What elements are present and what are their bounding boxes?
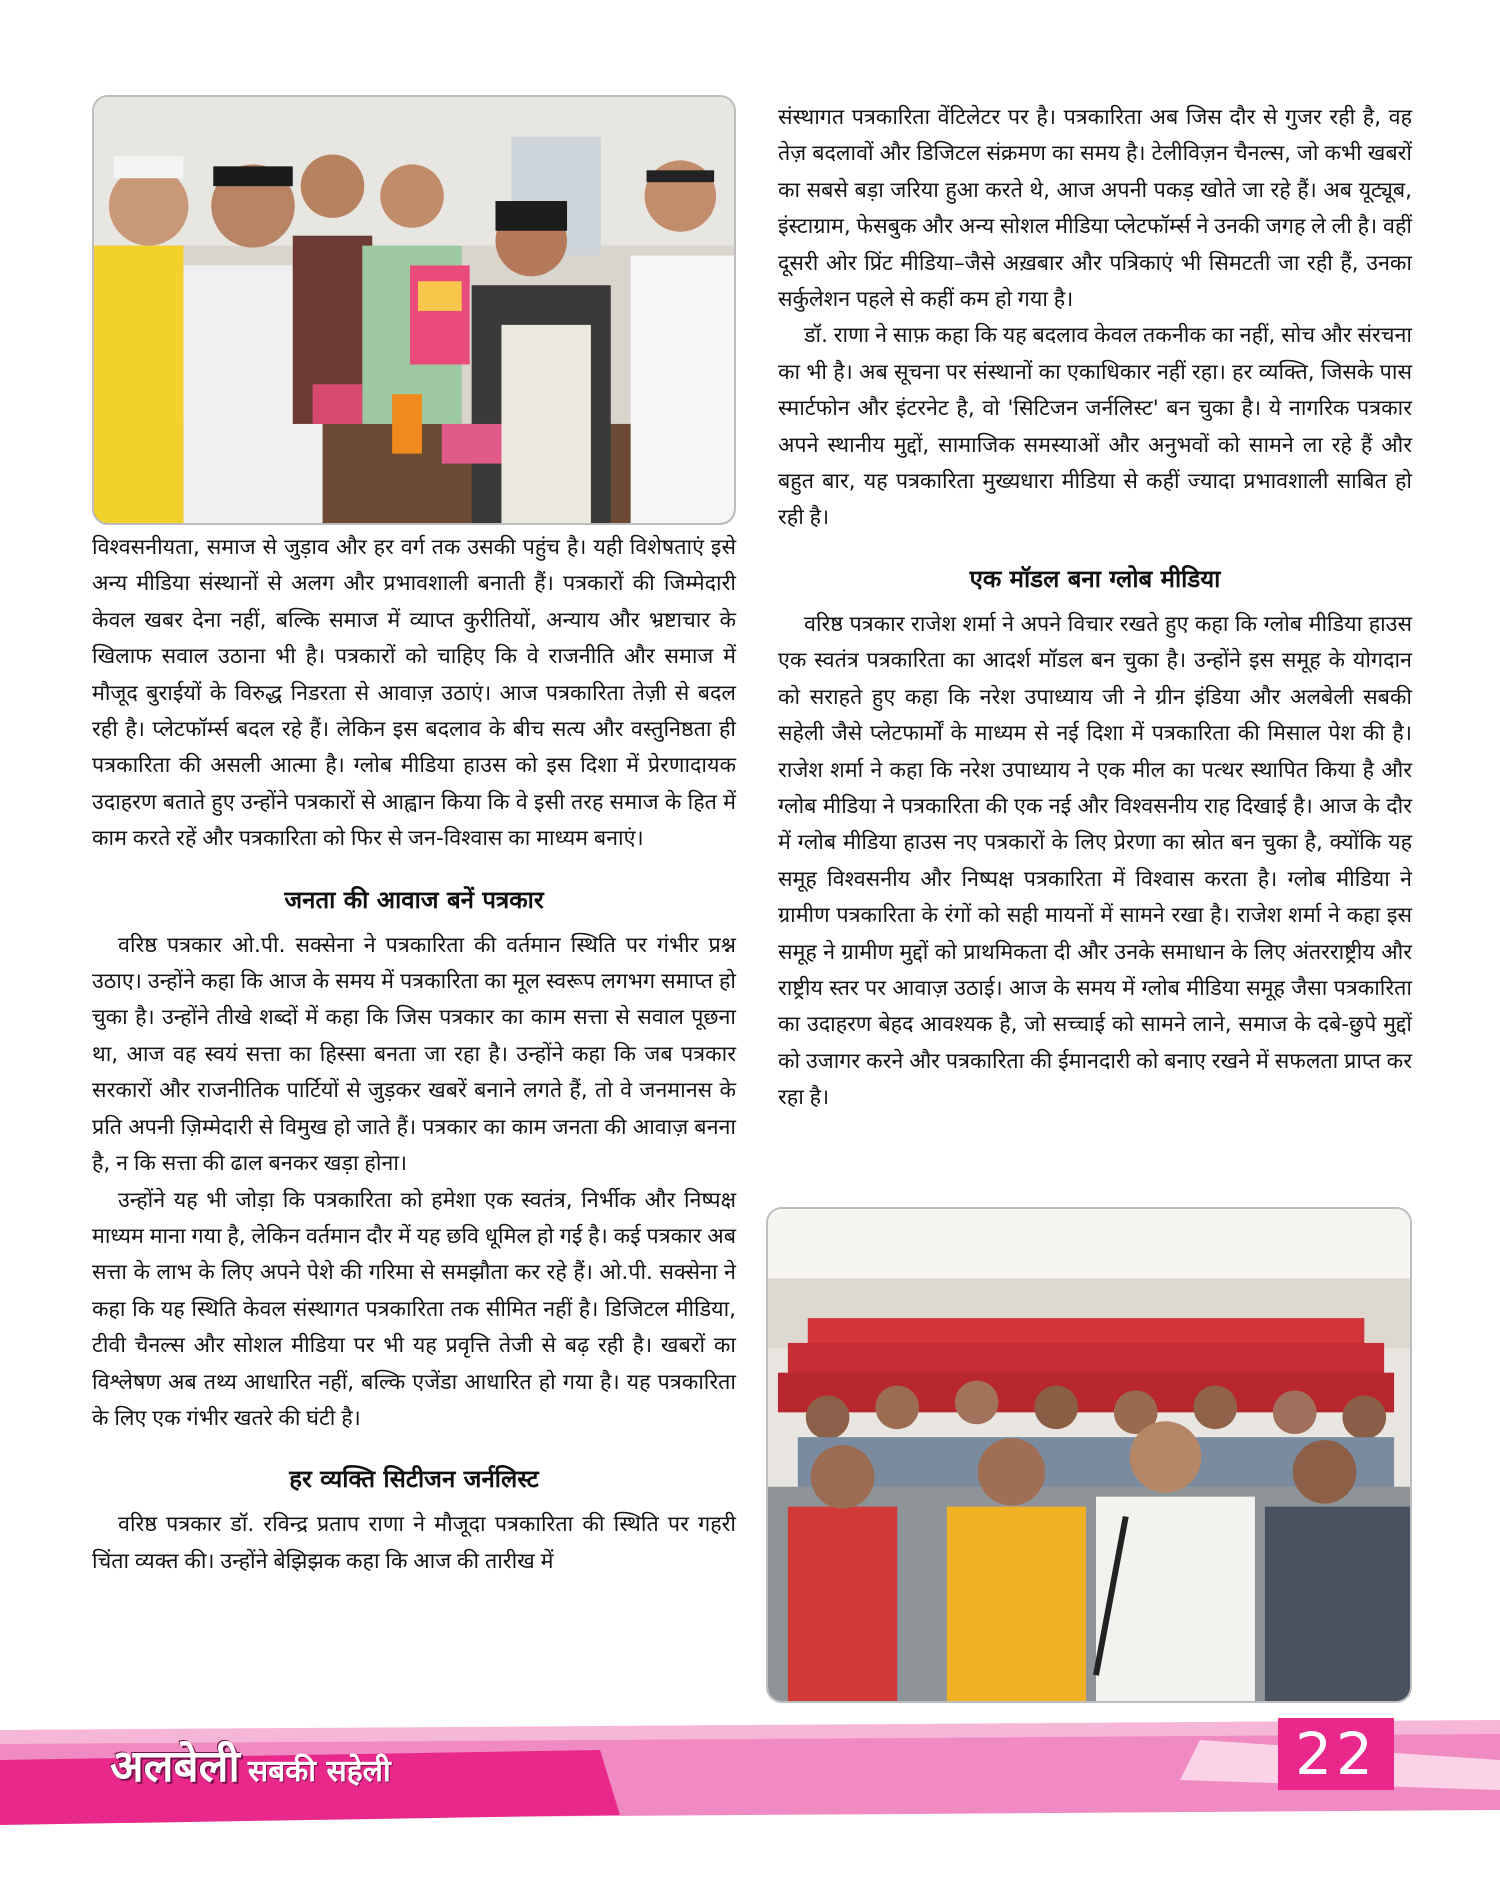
heading-people-voice: जनता की आवाज बनें पत्रकार <box>284 885 544 914</box>
page-number: 22 <box>1278 1718 1394 1790</box>
audience-hall-image <box>768 1209 1410 1701</box>
section1-paragraph-2: उन्होंने यह भी जोड़ा कि पत्रकारिता को हमेशा एक स्वतंत्र, निर्भीक और निष्पक्ष माध्यम माना गया है, लेकिन वर्तमान दौर में यह छवि धूमिल हो गई है। कई पत्रकार अब सत्ता के लाभ के लिए अपने पेशे की गरिमा से समझौता कर रहे हैं। ओ.पी. सक्सेना ने कहा कि यह स्थिति केवल संस्थागत पत्रकारिता तक सीमित नहीं है। डिजिटल मीडिया, टीवी चैनल्स और सोशल मीडिया पर भी यह प्रवृत्ति तेजी से बढ़ रही है। खबरों का विश्लेषण अब तथ्य आधारित नहीं, बल्कि एजेंडा आधारित हो गया है। यह पत्रकारिता के लिए एक गंभीर खतरे की घंटी है। <box>92 1187 736 1431</box>
right-column <box>778 100 1412 1117</box>
audience-hall-photo <box>766 1207 1412 1703</box>
heading-citizen-journalist: हर व्यक्ति सिटीजन जर्नलिस्ट <box>289 1465 539 1494</box>
intro-paragraph: विश्वसनीयता, समाज से जुड़ाव और हर वर्ग तक उसकी पहुंच है। यही विशेषताएं इसे अन्य मीडिया संस्थानों से अलग और प्रभावशाली बनाती हैं। पत्रकारों की जिम्मेदारी केवल खबर देना नहीं, बल्कि समाज में व्याप्त कुरीतियों, अन्याय और भ्रष्टाचार के खिलाफ सवाल उठाना भी है। पत्रकारों को चाहिए कि वे राजनीति और समाज में मौजूद बुराईयों के विरुद्ध निडरता से आवाज़ उठाएं। आज पत्रकारिता तेज़ी से बदल रही है। प्लेटफॉर्म्स बदल रहे हैं। लेकिन इस बदलाव के बीच सत्य और वस्तुनिष्ठता ही पत्रकारिता की असली आत्मा है। ग्लोब मीडिया हाउस को इस दिशा में प्रेरणादायक उदाहरण बताते हुए उन्होंने पत्रकारों से आह्वान किया कि वे इसी तरह समाज के हित में काम करते रहें और पत्रकारिता को फिर से जन-विश्वास का माध्यम बनाएं। <box>92 535 736 852</box>
sharma-paragraph: वरिष्ठ पत्रकार राजेश शर्मा ने अपने विचार रखते हुए कहा कि ग्लोब मीडिया हाउस एक स्वतंत्र पत्रकारिता का आदर्श मॉडल बन चुका है। उन्होंने इस समूह के योगदान को सराहते हुए कहा कि नरेश उपाध्याय जी ने ग्रीन इंडिया और अलबेली सबकी सहेली जैसे प्लेटफार्मों के माध्यम से नई दिशा में पत्रकारिता की मिसाल पेश की है। राजेश शर्मा ने कहा कि नरेश उपाध्याय ने एक मील का पत्थर स्थापित किया है और ग्लोब मीडिया ने पत्रकारिता की एक नई और विश्वसनीय राह दिखाई है। आज के दौर में ग्लोब मीडिया हाउस नए पत्रकारों के लिए प्रेरणा का स्रोत बन चुका है, क्योंकि यह समूह विश्वसनीय और निष्पक्ष पत्रकारिता में विश्वास करता है। ग्लोब मीडिया ने ग्रामीण पत्रकारिता के रंगों को सही मायनों में सामने रखा है। राजेश शर्मा ने कहा इस समूह ने ग्रामीण मुद्दों को प्राथमिकता दी और उनके समाधान के लिए अंतरराष्ट्रीय और राष्ट्रीय स्तर पर आवाज़ उठाई। आज के समय में ग्लोब मीडिया समूह जैसा पत्रकारिता का उदाहरण बेहद आवश्यक है, जो सच्चाई को सामने लाने, समाज के दबे-छुपे मुद्दों को उजागर करने और पत्रकारिता की ईमानदारी को बनाए रखने में सफलता प्राप्त कर रहा है। <box>778 611 1412 1111</box>
award-presentation-photo <box>92 95 736 525</box>
award-presentation-image <box>94 97 734 523</box>
section1-paragraph-1: वरिष्ठ पत्रकार ओ.पी. सक्सेना ने पत्रकारिता की वर्तमान स्थिति पर गंभीर प्रश्न उठाए। उन्होंने कहा कि आज के समय में पत्रकारिता का मूल स्वरूप लगभग समाप्त हो चुका है। उन्होंने तीखे शब्दों में कहा कि जिस पत्रकार का काम सत्ता से सवाल पूछना था, आज वह स्वयं सत्ता का हिस्सा बनता जा रहा है। उन्होंने कहा कि जब पत्रकार सरकारों और राजनीतिक पार्टियों से जुड़कर खबरें बनाने लगते हैं, तो वे जनमानस के प्रति अपनी ज़िम्मेदारी से विमुख हो जाते हैं। पत्रकार का काम जनता की आवाज़ बनना है, न कि सत्ता की ढाल बनकर खड़ा होना। <box>92 932 736 1177</box>
magazine-brand <box>110 1734 391 1794</box>
brand-subtitle: सबकी सहेली <box>247 1754 391 1789</box>
heading-globe-media-model: एक मॉडल बना ग्लोब मीडिया <box>969 564 1221 593</box>
brand-logo-text: अलबेली <box>110 1741 240 1792</box>
section2-paragraph-1: वरिष्ठ पत्रकार डॉ. रविन्द्र प्रताप राणा ने मौजूदा पत्रकारिता की स्थिति पर गहरी चिंता व्यक्त की। उन्होंने बेझिझक कहा कि आज की तारीख में <box>92 1512 736 1574</box>
continued-paragraph: संस्थागत पत्रकारिता वेंटिलेटर पर है। पत्रकारिता अब जिस दौर से गुजर रही है, वह तेज़ बदलावों और डिजिटल संक्रमण का समय है। टेलीविज़न चैनल्स, जो कभी खबरों का सबसे बड़ा जरिया हुआ करते थे, आज अपनी पकड़ खोते जा रहे हैं। अब यूट्यूब, इंस्टाग्राम, फेसबुक और अन्य सोशल मीडिया प्लेटफॉर्म्स ने उनकी जगह ले ली है। वहीं दूसरी ओर प्रिंट मीडिया–जैसे अख़बार और पत्रिकाएं भी सिमटती जा रही हैं, उनका सर्कुलेशन पहले से कहीं कम हो गया है। <box>778 105 1412 313</box>
rana-paragraph: डॉ. राणा ने साफ़ कहा कि यह बदलाव केवल तकनीक का नहीं, सोच और संरचना का भी है। अब सूचना पर संस्थानों का एकाधिकार नहीं रहा। हर व्यक्ति, जिसके पास स्मार्टफोन और इंटरनेट है, वो 'सिटिजन जर्नलिस्ट' बन चुका है। ये नागरिक पत्रकार अपने स्थानीय मुद्दों, सामाजिक समस्याओं और अनुभवों को सामने ला रहे हैं और बहुत बार, यह पत्रकारिता मुख्यधारा मीडिया से कहीं ज्यादा प्रभावशाली साबित हो रही है। <box>778 323 1412 531</box>
left-column-top <box>92 530 736 1580</box>
